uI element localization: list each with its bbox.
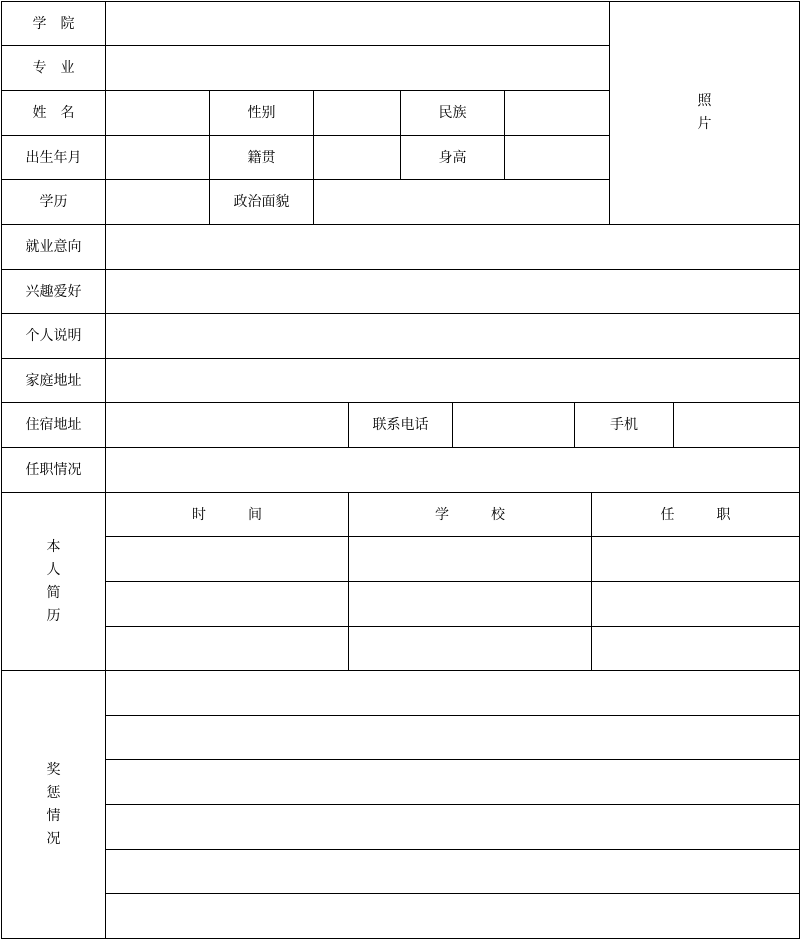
awards-row[interactable] — [106, 671, 799, 715]
height-field[interactable] — [505, 136, 609, 179]
gender-field[interactable] — [314, 91, 400, 135]
label-mobile: 手机 — [610, 417, 638, 433]
resume-title-char: 人 — [46, 561, 61, 578]
label-political-status: 政治面貌 — [233, 194, 290, 210]
dorm-address-field[interactable] — [106, 403, 348, 447]
awards-section-label — [2, 671, 105, 938]
border-bottom — [1, 938, 800, 939]
home-address-field[interactable] — [106, 359, 799, 402]
resume-header-position: 任 职 — [660, 506, 731, 523]
resume-cell-position[interactable] — [592, 537, 799, 581]
mobile-field[interactable] — [674, 403, 799, 447]
resume-cell-school[interactable] — [349, 627, 591, 670]
education-field[interactable] — [106, 180, 209, 224]
political-status-field[interactable] — [314, 180, 609, 224]
major-field[interactable] — [106, 46, 609, 90]
label-major: 专 业 — [32, 60, 75, 76]
resume-cell-time[interactable] — [106, 627, 348, 670]
label-college: 学 院 — [32, 15, 75, 32]
label-education: 学历 — [39, 194, 68, 210]
awards-title-char: 惩 — [46, 784, 61, 801]
label-dorm-address: 住宿地址 — [25, 417, 82, 433]
resume-cell-position[interactable] — [592, 582, 799, 626]
resume-header-time: 时 间 — [192, 506, 262, 523]
resume-cell-time[interactable] — [106, 582, 348, 626]
label-height: 身高 — [438, 149, 467, 166]
photo-label-char: 片 — [697, 116, 712, 132]
resume-cell-position[interactable] — [592, 627, 799, 670]
resume-cell-school[interactable] — [349, 537, 591, 581]
label-birth: 出生年月 — [25, 149, 82, 166]
awards-row[interactable] — [106, 850, 799, 893]
label-ethnicity: 民族 — [438, 105, 467, 121]
awards-row[interactable] — [106, 760, 799, 804]
awards-row[interactable] — [106, 716, 799, 759]
label-personal-statement: 个人说明 — [25, 328, 82, 344]
resume-cell-time[interactable] — [106, 537, 348, 581]
label-contact-phone: 联系电话 — [372, 417, 429, 433]
awards-title-char: 况 — [46, 830, 61, 847]
resume-title-char: 简 — [46, 584, 61, 601]
birth-field[interactable] — [106, 136, 209, 179]
job-intention-field[interactable] — [106, 225, 799, 269]
label-job-intention: 就业意向 — [25, 239, 82, 255]
label-name: 姓 名 — [32, 105, 75, 121]
awards-title-char: 情 — [46, 807, 61, 824]
college-field[interactable] — [106, 2, 609, 45]
native-place-field[interactable] — [314, 136, 400, 179]
label-home-address: 家庭地址 — [25, 372, 82, 389]
label-positions-held: 任职情况 — [25, 462, 82, 478]
resume-title-char: 历 — [46, 607, 61, 624]
awards-row[interactable] — [106, 894, 799, 938]
positions-held-field[interactable] — [106, 448, 799, 492]
personal-statement-field[interactable] — [106, 314, 799, 358]
awards-row[interactable] — [106, 805, 799, 849]
resume-cell-school[interactable] — [349, 582, 591, 626]
hobbies-field[interactable] — [106, 270, 799, 313]
border-right — [799, 1, 800, 939]
contact-phone-field[interactable] — [453, 403, 574, 447]
label-hobbies: 兴趣爱好 — [25, 283, 82, 300]
awards-title-char: 奖 — [46, 761, 61, 778]
ethnicity-field[interactable] — [505, 91, 609, 135]
resume-section-label — [2, 493, 105, 670]
photo-label-char: 照 — [697, 93, 712, 109]
name-field[interactable] — [106, 91, 209, 135]
photo-box[interactable] — [610, 2, 799, 224]
resume-header-school: 学 校 — [435, 506, 505, 523]
label-native-place: 籍贯 — [247, 149, 276, 166]
resume-title-char: 本 — [46, 538, 61, 555]
label-gender: 性别 — [247, 105, 276, 121]
